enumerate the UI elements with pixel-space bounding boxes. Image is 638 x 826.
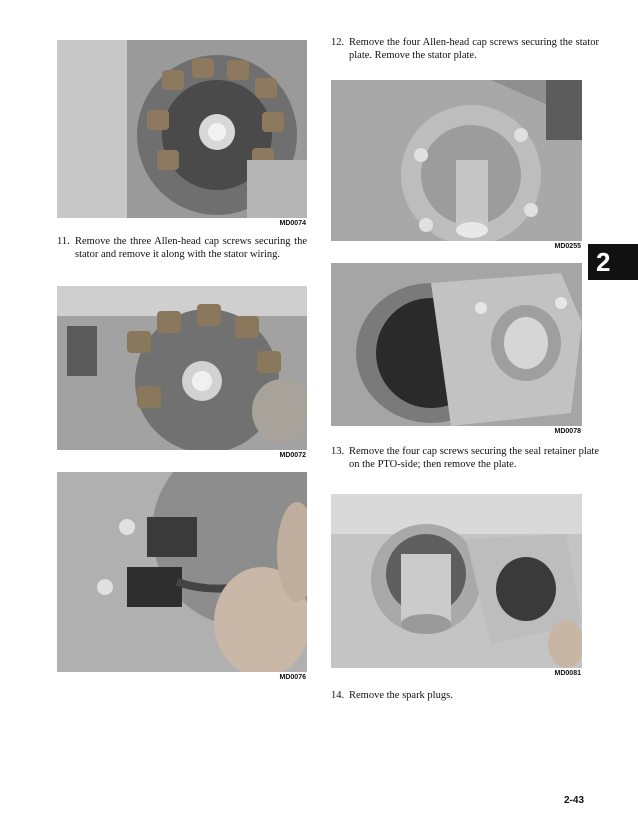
figure-label: MD0074 xyxy=(279,220,306,227)
step-text: Remove the four cap screws securing the seal retainer plate on the PTO-side; then remove the plate. xyxy=(349,446,599,470)
figure-label: MD0255 xyxy=(554,243,581,250)
photo-stator-removal xyxy=(57,286,307,450)
figure-label: MD0072 xyxy=(279,452,306,459)
step-13 xyxy=(331,446,599,471)
chapter-tab: 2 xyxy=(588,244,638,280)
figure-label: MD0081 xyxy=(554,670,581,677)
photo-stator-wiring xyxy=(57,472,307,672)
page-number: 2-43 xyxy=(563,795,584,806)
figure-label: MD0076 xyxy=(279,674,306,681)
step-text: Remove the three Allen-head cap screws securing the stator and remove it along with the stator wiring. xyxy=(75,236,307,260)
step-text: Remove the four Allen-head cap screws securing the stator plate. Remove the stator plate. xyxy=(349,37,599,61)
step-text: Remove the spark plugs. xyxy=(349,690,453,701)
step-11 xyxy=(57,236,307,261)
step-12 xyxy=(331,37,599,62)
photo-seal-retainer xyxy=(331,494,582,668)
photo-stator-plate xyxy=(331,80,582,241)
photo-stator-assembly xyxy=(57,40,307,218)
step-number: 14. xyxy=(331,690,345,701)
photo-stator-plate-removed xyxy=(331,263,582,426)
figure-label: MD0078 xyxy=(554,428,581,435)
step-number: 13. xyxy=(331,446,345,457)
step-14 xyxy=(331,690,599,703)
step-number: 11. xyxy=(57,236,70,247)
step-number: 12. xyxy=(331,37,345,48)
